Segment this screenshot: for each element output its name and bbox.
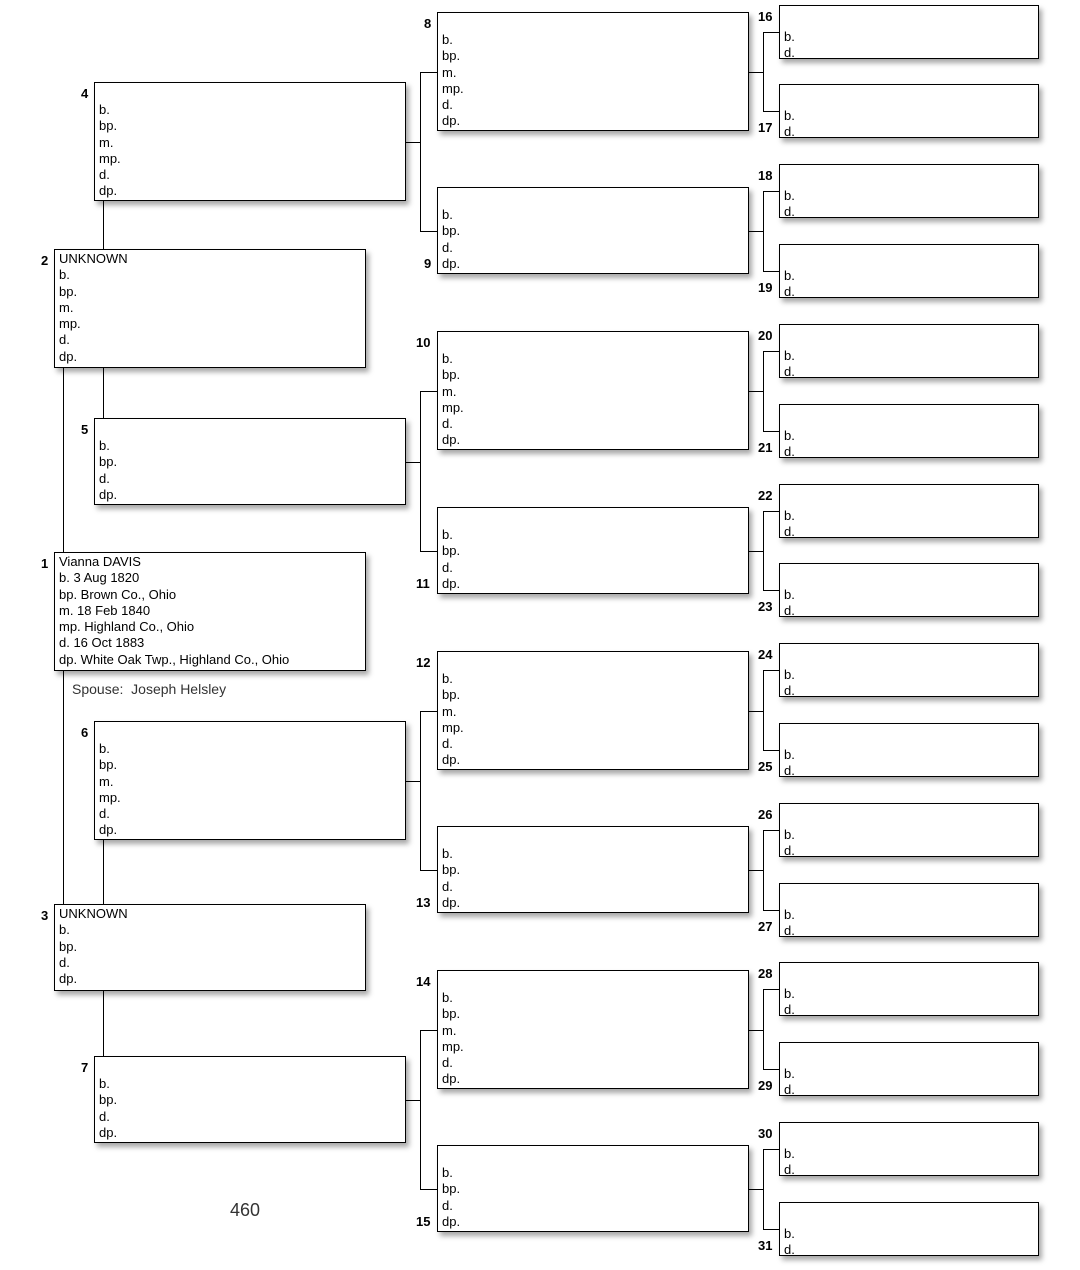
person-24-line: d. bbox=[784, 683, 795, 699]
person-number-3: 3 bbox=[41, 908, 49, 923]
person-5-line: b. bbox=[99, 438, 110, 453]
person-1-line: dp. White Oak Twp., Highland Co., Ohio bbox=[59, 651, 290, 667]
person-16-line: d. bbox=[784, 45, 795, 61]
connector-line bbox=[420, 551, 437, 552]
person-number-22: 22 bbox=[758, 488, 773, 503]
person-2-line: UNKNOWN bbox=[59, 251, 128, 266]
connector-line bbox=[749, 551, 763, 552]
spouse-name: Joseph Helsley bbox=[131, 681, 227, 697]
person-box-9 bbox=[437, 187, 749, 274]
person-12-line: mp. bbox=[442, 719, 464, 735]
person-box-23 bbox=[779, 563, 1039, 617]
connector-line bbox=[763, 1229, 779, 1230]
connector-line bbox=[103, 991, 104, 1056]
person-number-21: 21 bbox=[758, 440, 773, 455]
person-number-10: 10 bbox=[416, 335, 431, 350]
person-5-line: dp. bbox=[99, 486, 118, 502]
connector-line bbox=[763, 670, 764, 750]
connector-line bbox=[420, 231, 437, 232]
person-number-15: 15 bbox=[416, 1214, 431, 1229]
person-10-line: bp. bbox=[442, 367, 461, 383]
person-number-23: 23 bbox=[758, 599, 773, 614]
person-1-line: Vianna DAVIS bbox=[59, 554, 141, 569]
person-10-line: d. bbox=[442, 416, 453, 432]
person-box-10 bbox=[437, 331, 749, 450]
person-details-17 bbox=[784, 108, 795, 141]
person-box-12 bbox=[437, 651, 749, 770]
person-11-line: d. bbox=[442, 559, 453, 575]
person-8-line: dp. bbox=[442, 113, 461, 129]
person-details-5 bbox=[99, 438, 117, 503]
person-26-line: b. bbox=[784, 827, 795, 842]
person-details-2 bbox=[59, 251, 128, 365]
person-4-line: m. bbox=[99, 134, 114, 150]
person-box-6 bbox=[94, 721, 406, 840]
person-number-8: 8 bbox=[424, 16, 432, 31]
connector-line bbox=[763, 431, 779, 432]
person-9-line: dp. bbox=[442, 255, 461, 271]
person-number-5: 5 bbox=[81, 422, 89, 437]
person-number-18: 18 bbox=[758, 168, 773, 183]
person-number-24: 24 bbox=[758, 647, 773, 662]
person-2-line: m. bbox=[59, 299, 74, 315]
person-6-line: b. bbox=[99, 741, 110, 756]
person-details-9 bbox=[442, 207, 460, 272]
person-30-line: d. bbox=[784, 1162, 795, 1178]
connector-line bbox=[420, 72, 421, 231]
connector-line bbox=[420, 1030, 437, 1031]
connector-line bbox=[749, 1030, 763, 1031]
person-11-line: bp. bbox=[442, 543, 461, 559]
person-1-line: bp. Brown Co., Ohio bbox=[59, 586, 177, 602]
connector-line bbox=[763, 511, 779, 512]
person-8-line: mp. bbox=[442, 80, 464, 96]
person-14-line: dp. bbox=[442, 1071, 461, 1087]
connector-line bbox=[763, 1069, 779, 1070]
connector-line bbox=[763, 111, 779, 112]
person-details-23 bbox=[784, 587, 795, 620]
connector-line bbox=[420, 72, 437, 73]
person-21-line: d. bbox=[784, 444, 795, 460]
person-23-line: d. bbox=[784, 603, 795, 619]
person-box-17 bbox=[779, 84, 1039, 138]
connector-line bbox=[749, 391, 763, 392]
connector-line bbox=[763, 750, 779, 751]
connector-line bbox=[763, 590, 779, 591]
person-number-30: 30 bbox=[758, 1126, 773, 1141]
person-6-line: bp. bbox=[99, 757, 118, 773]
person-number-16: 16 bbox=[758, 9, 773, 24]
person-14-line: mp. bbox=[442, 1038, 464, 1054]
connector-line bbox=[749, 1189, 763, 1190]
person-box-11 bbox=[437, 507, 749, 594]
person-28-line: d. bbox=[784, 1002, 795, 1018]
person-4-line: b. bbox=[99, 102, 110, 117]
person-details-25 bbox=[784, 747, 795, 780]
person-10-line: mp. bbox=[442, 399, 464, 415]
person-box-19 bbox=[779, 244, 1039, 298]
person-box-22 bbox=[779, 484, 1039, 538]
person-number-12: 12 bbox=[416, 655, 431, 670]
person-box-24 bbox=[779, 643, 1039, 697]
person-box-31 bbox=[779, 1202, 1039, 1256]
connector-line bbox=[763, 271, 779, 272]
spouse-label: Spouse: bbox=[72, 681, 124, 697]
person-details-8 bbox=[442, 32, 464, 130]
connector-line bbox=[420, 870, 437, 871]
person-box-29 bbox=[779, 1042, 1039, 1096]
person-31-line: d. bbox=[784, 1242, 795, 1258]
person-details-19 bbox=[784, 268, 795, 301]
person-12-line: m. bbox=[442, 703, 457, 719]
connector-line bbox=[763, 989, 764, 1069]
person-10-line: b. bbox=[442, 351, 453, 366]
person-14-line: b. bbox=[442, 990, 453, 1005]
person-8-line: b. bbox=[442, 32, 453, 47]
person-details-12 bbox=[442, 671, 464, 769]
person-12-line: b. bbox=[442, 671, 453, 686]
person-12-line: d. bbox=[442, 736, 453, 752]
person-25-line: b. bbox=[784, 747, 795, 762]
person-number-13: 13 bbox=[416, 895, 431, 910]
person-22-line: b. bbox=[784, 508, 795, 523]
person-14-line: m. bbox=[442, 1022, 457, 1038]
person-3-line: bp. bbox=[59, 938, 78, 954]
person-number-29: 29 bbox=[758, 1078, 773, 1093]
person-number-26: 26 bbox=[758, 807, 773, 822]
person-5-line: d. bbox=[99, 470, 110, 486]
person-2-line: b. bbox=[59, 267, 70, 283]
person-number-14: 14 bbox=[416, 974, 431, 989]
connector-line bbox=[420, 391, 437, 392]
person-details-1 bbox=[59, 554, 289, 668]
person-3-line: dp. bbox=[59, 971, 78, 987]
person-6-line: mp. bbox=[99, 789, 121, 805]
person-number-1: 1 bbox=[41, 556, 49, 571]
person-details-4 bbox=[99, 102, 121, 200]
connector-line bbox=[763, 191, 764, 271]
connector-line bbox=[763, 511, 764, 590]
person-5-line: bp. bbox=[99, 454, 118, 470]
person-7-line: bp. bbox=[99, 1092, 118, 1108]
person-number-2: 2 bbox=[41, 253, 49, 268]
person-6-line: d. bbox=[99, 806, 110, 822]
person-box-26 bbox=[779, 803, 1039, 857]
person-11-line: dp. bbox=[442, 575, 461, 591]
connector-line bbox=[420, 391, 421, 551]
person-details-3 bbox=[59, 906, 128, 987]
person-8-line: d. bbox=[442, 97, 453, 113]
person-box-13 bbox=[437, 826, 749, 913]
person-1-line: m. 18 Feb 1840 bbox=[59, 602, 151, 618]
person-17-line: b. bbox=[784, 108, 795, 123]
person-number-31: 31 bbox=[758, 1238, 773, 1253]
person-29-line: d. bbox=[784, 1082, 795, 1098]
connector-line bbox=[406, 1100, 420, 1101]
person-box-4 bbox=[94, 82, 406, 201]
connector-line bbox=[420, 1189, 437, 1190]
person-2-line: dp. bbox=[59, 348, 78, 364]
person-13-line: dp. bbox=[442, 894, 461, 910]
person-number-20: 20 bbox=[758, 328, 773, 343]
person-9-line: bp. bbox=[442, 223, 461, 239]
person-2-line: d. bbox=[59, 332, 70, 348]
person-details-22 bbox=[784, 508, 795, 541]
connector-line bbox=[763, 1149, 779, 1150]
person-15-line: bp. bbox=[442, 1181, 461, 1197]
person-12-line: dp. bbox=[442, 752, 461, 768]
person-14-line: d. bbox=[442, 1055, 453, 1071]
person-box-25 bbox=[779, 723, 1039, 777]
person-19-line: b. bbox=[784, 268, 795, 283]
connector-line bbox=[763, 351, 779, 352]
connector-line bbox=[749, 870, 763, 871]
person-details-14 bbox=[442, 990, 464, 1088]
connector-line bbox=[406, 781, 420, 782]
person-10-line: m. bbox=[442, 383, 457, 399]
person-box-18 bbox=[779, 164, 1039, 218]
person-details-28 bbox=[784, 986, 795, 1019]
person-box-27 bbox=[779, 883, 1039, 937]
connector-line bbox=[103, 201, 104, 249]
person-details-31 bbox=[784, 1226, 795, 1259]
person-7-line: d. bbox=[99, 1108, 110, 1124]
connector-line bbox=[406, 142, 420, 143]
person-20-line: b. bbox=[784, 348, 795, 363]
person-box-5 bbox=[94, 418, 406, 505]
connector-line bbox=[749, 72, 763, 73]
connector-line bbox=[103, 368, 104, 418]
person-3-line: UNKNOWN bbox=[59, 906, 128, 921]
connector-line bbox=[763, 32, 779, 33]
person-27-line: d. bbox=[784, 923, 795, 939]
person-13-line: d. bbox=[442, 878, 453, 894]
person-7-line: b. bbox=[99, 1076, 110, 1091]
person-number-6: 6 bbox=[81, 725, 89, 740]
person-6-line: dp. bbox=[99, 822, 118, 838]
connector-line bbox=[763, 1149, 764, 1229]
person-box-15 bbox=[437, 1145, 749, 1232]
connector-line bbox=[749, 231, 763, 232]
person-8-line: bp. bbox=[442, 48, 461, 64]
connector-line bbox=[763, 351, 764, 431]
person-number-25: 25 bbox=[758, 759, 773, 774]
person-details-13 bbox=[442, 846, 460, 911]
person-26-line: d. bbox=[784, 843, 795, 859]
person-details-15 bbox=[442, 1165, 460, 1230]
person-17-line: d. bbox=[784, 124, 795, 140]
person-number-9: 9 bbox=[424, 256, 432, 271]
person-box-16 bbox=[779, 5, 1039, 59]
person-4-line: d. bbox=[99, 167, 110, 183]
person-8-line: m. bbox=[442, 64, 457, 80]
connector-line bbox=[420, 711, 421, 870]
connector-line bbox=[420, 711, 437, 712]
connector-line bbox=[763, 830, 779, 831]
person-30-line: b. bbox=[784, 1146, 795, 1161]
person-28-line: b. bbox=[784, 986, 795, 1001]
person-4-line: dp. bbox=[99, 183, 118, 199]
connector-line bbox=[763, 32, 764, 111]
person-12-line: bp. bbox=[442, 687, 461, 703]
person-6-line: m. bbox=[99, 773, 114, 789]
person-number-28: 28 bbox=[758, 966, 773, 981]
person-details-6 bbox=[99, 741, 121, 839]
connector-line bbox=[63, 671, 64, 904]
person-15-line: b. bbox=[442, 1165, 453, 1180]
person-details-24 bbox=[784, 667, 795, 700]
person-3-line: b. bbox=[59, 922, 70, 938]
person-details-26 bbox=[784, 827, 795, 860]
person-details-7 bbox=[99, 1076, 117, 1141]
person-2-line: mp. bbox=[59, 316, 81, 332]
person-box-14 bbox=[437, 970, 749, 1089]
connector-line bbox=[763, 910, 779, 911]
person-2-line: bp. bbox=[59, 283, 78, 299]
person-1-line: mp. Highland Co., Ohio bbox=[59, 619, 195, 635]
person-4-line: mp. bbox=[99, 150, 121, 166]
person-details-10 bbox=[442, 351, 464, 449]
person-number-17: 17 bbox=[758, 120, 773, 135]
person-29-line: b. bbox=[784, 1066, 795, 1081]
person-number-11: 11 bbox=[416, 576, 430, 591]
page-number: 460 bbox=[230, 1200, 261, 1220]
person-box-21 bbox=[779, 404, 1039, 458]
person-box-30 bbox=[779, 1122, 1039, 1176]
person-21-line: b. bbox=[784, 428, 795, 443]
person-15-line: dp. bbox=[442, 1213, 461, 1229]
person-18-line: b. bbox=[784, 188, 795, 203]
person-box-8 bbox=[437, 12, 749, 131]
person-details-21 bbox=[784, 428, 795, 461]
connector-line bbox=[406, 462, 420, 463]
person-4-line: bp. bbox=[99, 118, 118, 134]
person-19-line: d. bbox=[784, 284, 795, 300]
person-23-line: b. bbox=[784, 587, 795, 602]
person-18-line: d. bbox=[784, 204, 795, 220]
person-13-line: b. bbox=[442, 846, 453, 861]
person-9-line: d. bbox=[442, 239, 453, 255]
connector-line bbox=[763, 670, 779, 671]
spouse-line bbox=[72, 681, 226, 697]
person-details-29 bbox=[784, 1066, 795, 1099]
person-20-line: d. bbox=[784, 364, 795, 380]
person-7-line: dp. bbox=[99, 1124, 118, 1140]
person-14-line: bp. bbox=[442, 1006, 461, 1022]
person-box-7 bbox=[94, 1056, 406, 1143]
person-details-30 bbox=[784, 1146, 795, 1179]
person-9-line: b. bbox=[442, 207, 453, 222]
person-11-line: b. bbox=[442, 527, 453, 542]
person-27-line: b. bbox=[784, 907, 795, 922]
person-16-line: b. bbox=[784, 29, 795, 44]
person-1-line: b. 3 Aug 1820 bbox=[59, 570, 140, 586]
person-1-line: d. 16 Oct 1883 bbox=[59, 635, 145, 651]
person-10-line: dp. bbox=[442, 432, 461, 448]
person-15-line: d. bbox=[442, 1197, 453, 1213]
person-number-19: 19 bbox=[758, 280, 773, 295]
person-box-28 bbox=[779, 962, 1039, 1016]
connector-line bbox=[763, 191, 779, 192]
connector-line bbox=[763, 989, 779, 990]
person-number-27: 27 bbox=[758, 919, 773, 934]
person-details-20 bbox=[784, 348, 795, 381]
person-details-11 bbox=[442, 527, 460, 592]
connector-line bbox=[63, 368, 64, 552]
person-24-line: b. bbox=[784, 667, 795, 682]
person-31-line: b. bbox=[784, 1226, 795, 1241]
person-details-18 bbox=[784, 188, 795, 221]
connector-line bbox=[763, 830, 764, 910]
person-details-16 bbox=[784, 29, 795, 62]
person-3-line: d. bbox=[59, 954, 70, 970]
connector-line bbox=[420, 1030, 421, 1189]
person-details-27 bbox=[784, 907, 795, 940]
connector-line bbox=[103, 840, 104, 904]
connector-line bbox=[749, 711, 763, 712]
person-25-line: d. bbox=[784, 763, 795, 779]
person-13-line: bp. bbox=[442, 862, 461, 878]
person-number-4: 4 bbox=[81, 86, 89, 101]
person-box-20 bbox=[779, 324, 1039, 378]
person-22-line: d. bbox=[784, 524, 795, 540]
person-number-7: 7 bbox=[81, 1060, 89, 1075]
